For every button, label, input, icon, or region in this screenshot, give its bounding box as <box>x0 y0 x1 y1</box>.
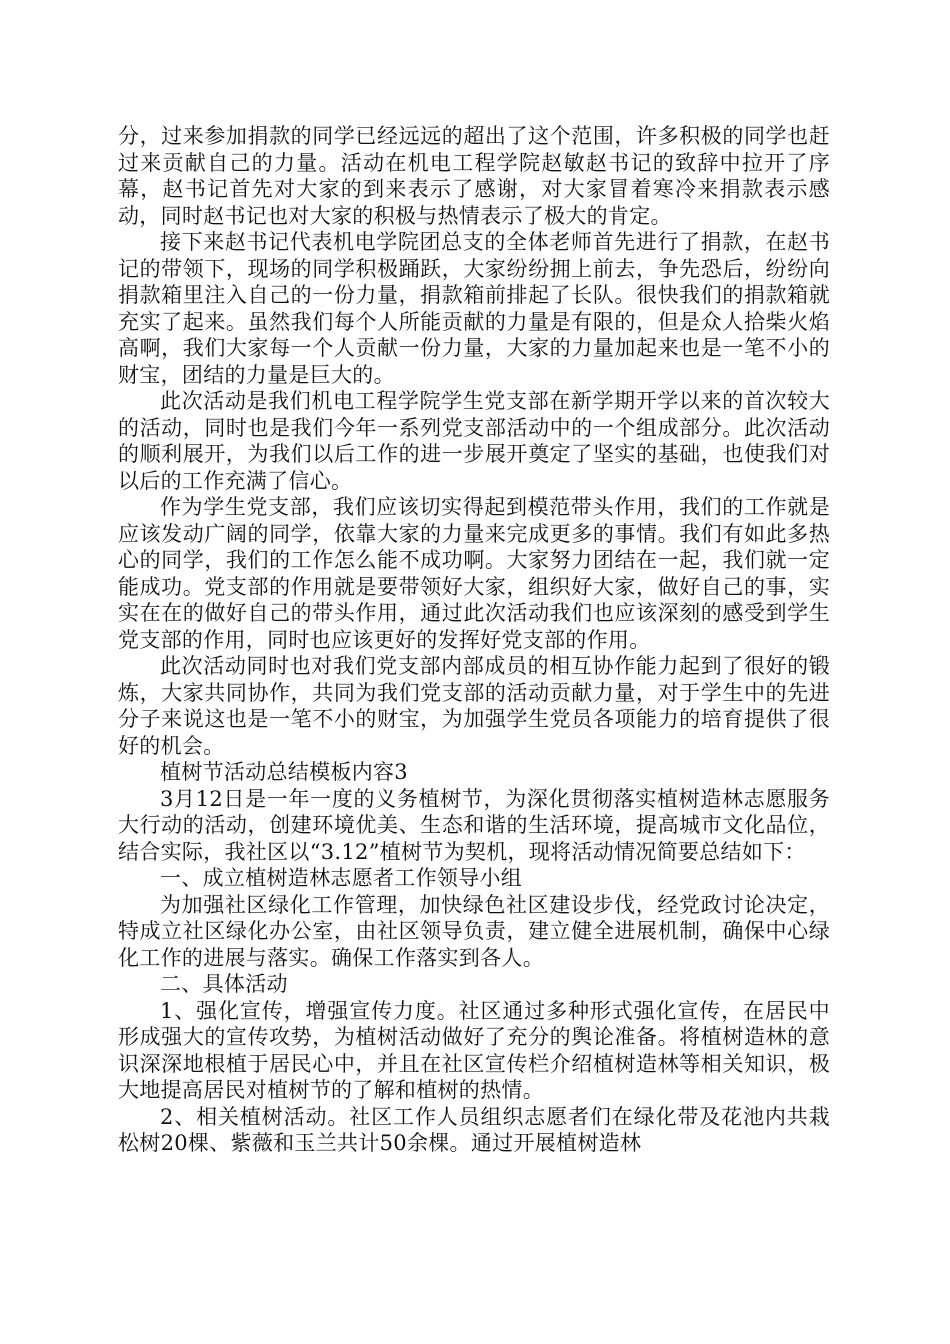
paragraph-greening-office: 为加强社区绿化工作管理，加快绿色社区建设步伐，经党政讨论决定，特成立社区绿化办公室，由社区领导负责，建立健全进展机制，确保中心绿化工作的进展与落实。确保工作落实到各人。 <box>118 892 830 970</box>
paragraph-activity-significance: 此次活动是我们机电工程学院学生党支部在新学期开学以来的首次较大的活动，同时也是我们今年一系列党支部活动中的一个组成部分。此次活动的顺利展开，为我们以后工作的进一步展开奠定了坚实的基础，也使我们对以后的工作充满了信心。 <box>118 389 830 493</box>
paragraph-donation-process: 接下来赵书记代表机电学院团总支的全体老师首先进行了捐款，在赵书记的带领下，现场的同学积极踊跃，大家纷纷拥上前去，争先恐后，纷纷向捐款箱里注入自己的一份力量，捐款箱前排起了长队。很快我们的捐款箱就充实了起来。虽然我们每个人所能贡献的力量是有限的，但是众人拾柴火焰高啊，我们大家每一个人贡献一份力量，大家的力量加起来也是一笔不小的财宝，团结的力量是巨大的。 <box>118 230 830 387</box>
section-heading-template-3: 植树节活动总结模板内容3 <box>160 760 408 784</box>
paragraph-planting: 2、相关植树活动。社区工作人员组织志愿者们在绿化带及花池内共栽松树20棵、紫薇和玉兰共计50余棵。通过开展植树造林 <box>118 1104 830 1155</box>
section-heading-leadership-group: 一、成立植树造林志愿者工作领导小组 <box>160 866 523 890</box>
section-heading-activities: 二、具体活动 <box>160 972 288 996</box>
document-body <box>118 123 830 1157</box>
paragraph-arbor-day-intro: 3月12日是一年一度的义务植树节，为深化贯彻落实植树造林志愿服务大行动的活动，创建环境优美、生态和谐的生活环境，提高城市文化品位，结合实际，我社区以“3.12”植树节为契机，现将活动情况简要总结如下： <box>118 786 830 864</box>
paragraph-cooperation: 此次活动同时也对我们党支部内部成员的相互协作能力起到了很好的锻炼，大家共同协作，共同为我们党支部的活动贡献力量，对于学生中的先进分子来说这也是一笔不小的财宝，为加强学生党员各项能力的培育提供了很好的机会。 <box>118 654 830 758</box>
paragraph-publicity: 1、强化宣传，增强宣传力度。社区通过多种形式强化宣传，在居民中形成强大的宣传攻势，为植树活动做好了充分的舆论准备。将植树造林的意识深深地根植于居民心中，并且在社区宣传栏介绍植树造林等相关知识，极大地提高居民对植树节的了解和植树的热情。 <box>118 998 830 1102</box>
paragraph-party-branch-role: 作为学生党支部，我们应该切实得起到模范带头作用，我们的工作就是应该发动广阔的同学，依靠大家的力量来完成更多的事情。我们有如此多热心的同学，我们的工作怎么能不成功啊。大家努力团结在一起，我们就一定能成功。党支部的作用就是要带领好大家，组织好大家，做好自己的事，实实在在的做好自己的带头作用，通过此次活动我们也应该深刻的感受到学生党支部的作用，同时也应该更好的发挥好党支部的作用。 <box>118 495 830 652</box>
paragraph-donation-intro: 分，过来参加捐款的同学已经远远的超出了这个范围，许多积极的同学也赶过来贡献自己的力量。活动在机电工程学院赵敏赵书记的致辞中拉开了序幕，赵书记首先对大家的到来表示了感谢，对大家冒着寒冷来捐款表示感动，同时赵书记也对大家的积极与热情表示了极大的肯定。 <box>118 124 830 228</box>
